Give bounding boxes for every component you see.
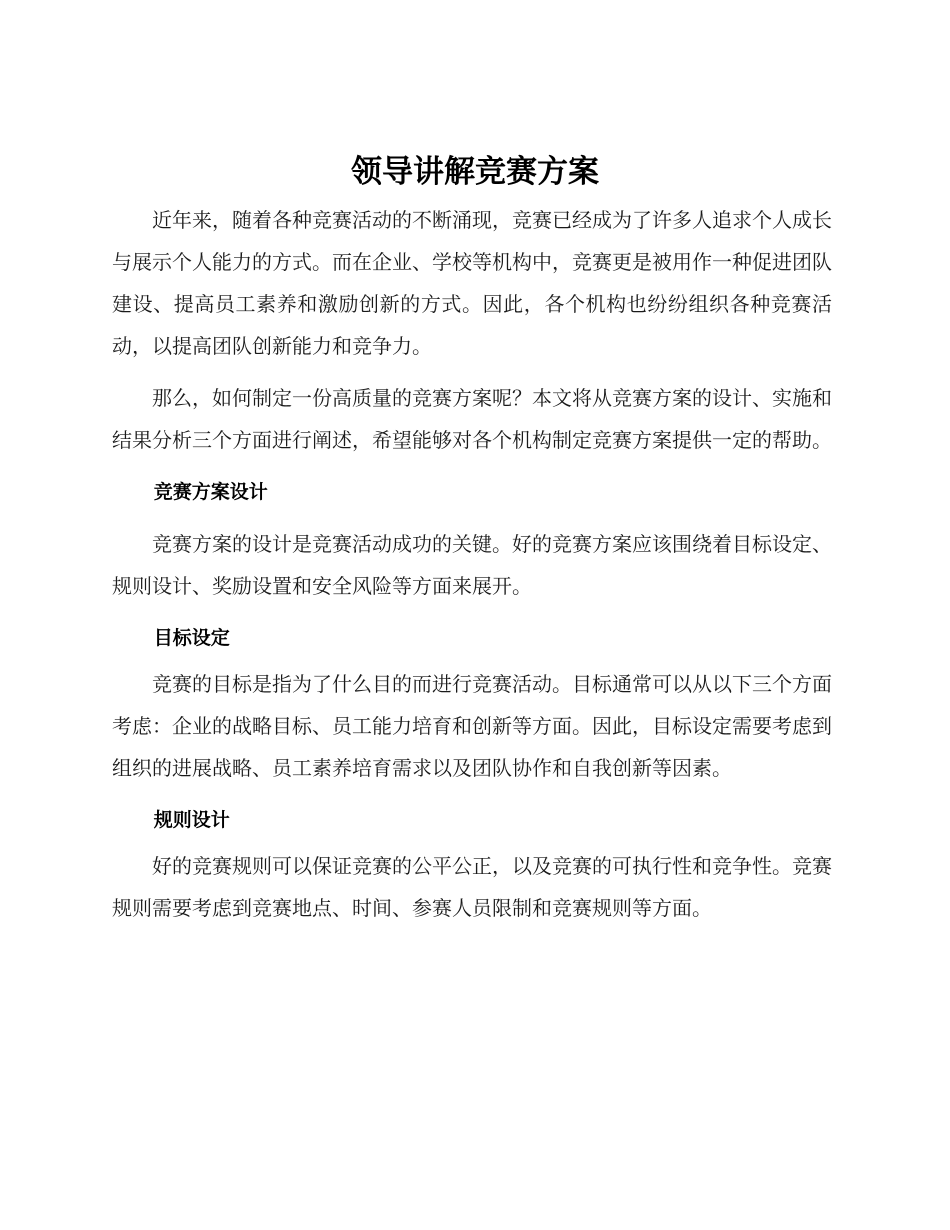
paragraph-design: 竞赛方案的设计是竞赛活动成功的关键。好的竞赛方案应该围绕着目标设定、规则设计、奖励设置和安全风险等方面来展开。 [112,532,832,598]
paragraph-overview: 那么，如何制定一份高质量的竞赛方案呢？本文将从竞赛方案的设计、实施和结果分析三个方面进行阐述，希望能够对各个机构制定竞赛方案提供一定的帮助。 [112,386,832,452]
paragraph-intro: 近年来，随着各种竞赛活动的不断涌现，竞赛已经成为了许多人追求个人成长与展示个人能力的方式。而在企业、学校等机构中，竞赛更是被用作一种促进团队建设、提高员工素养和激励创新的方式。因此，各个机构也纷纷组织各种竞赛活动，以提高团队创新能力和竞争力。 [112,208,832,358]
heading-rule-design: 规则设计 [153,809,230,831]
heading-competition-design: 竞赛方案设计 [153,481,268,503]
document-title: 领导讲解竞赛方案 [351,154,599,190]
paragraph-rules: 好的竞赛规则可以保证竞赛的公平公正，以及竞赛的可执行性和竞争性。竞赛规则需要考虑到竞赛地点、时间、参赛人员限制和竞赛规则等方面。 [112,854,832,920]
heading-goal-setting: 目标设定 [153,627,230,649]
document-body [112,199,832,929]
paragraph-goal: 竞赛的目标是指为了什么目的而进行竞赛活动。目标通常可以从以下三个方面考虑：企业的战略目标、员工能力培育和创新等方面。因此，目标设定需要考虑到组织的进展战略、员工素养培育需求以及团队协作和自我创新等因素。 [112,672,832,780]
